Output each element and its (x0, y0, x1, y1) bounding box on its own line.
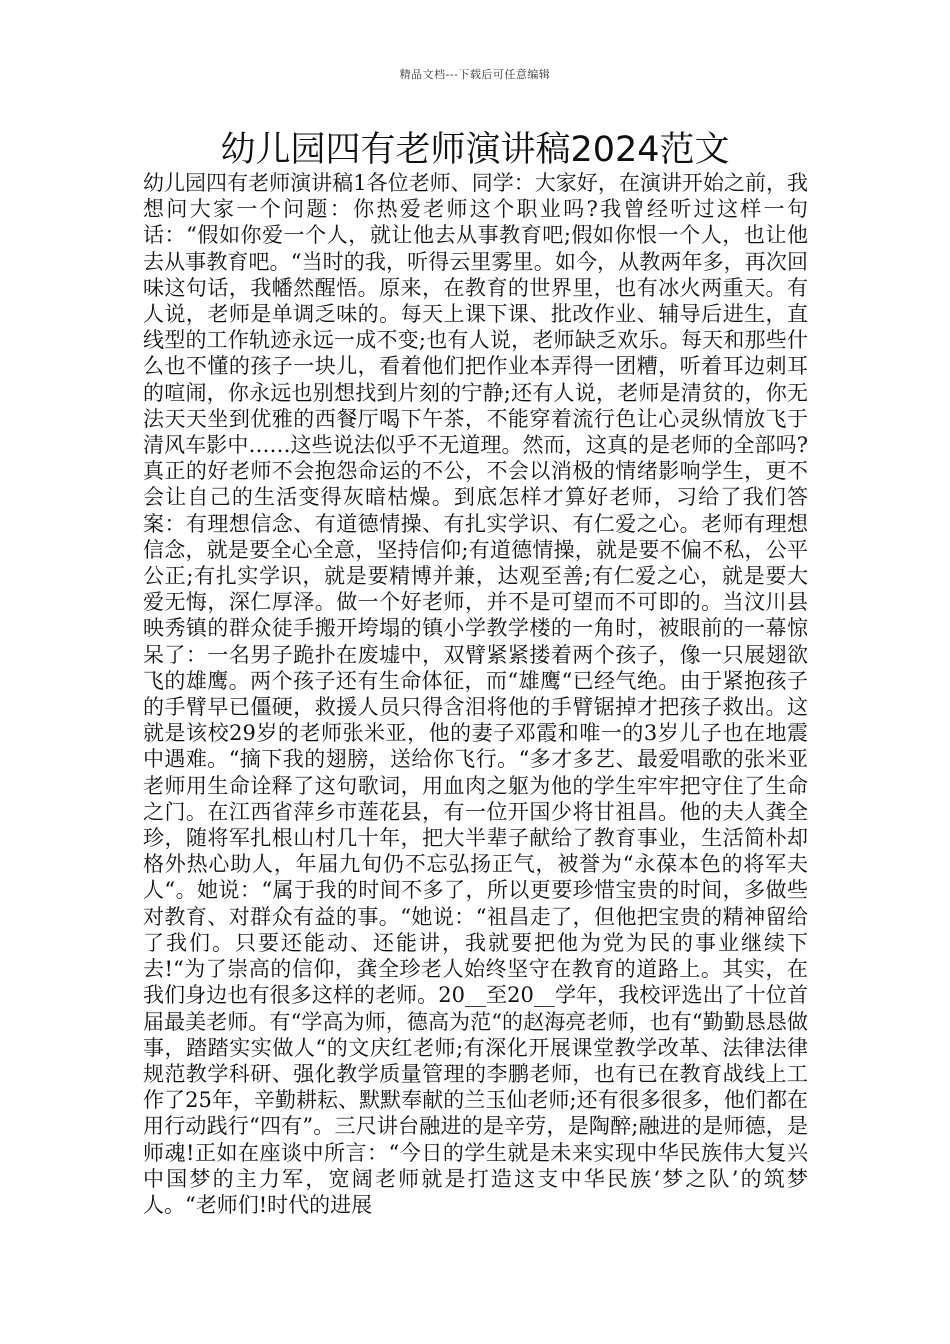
document-title: 幼儿园四有老师演讲稿2024范文 (220, 130, 730, 170)
document-body: 幼儿园四有老师演讲稿1各位老师、同学：大家好，在演讲开始之前，我想问大家一个问题：你热爱老师这个职业吗?我曾经听过这样一句话：“假如你爱一个人，就让他去从事教育吧;假如你恨一个人，也让他去从事教育吧。“当时的我，听得云里雾里。如今，从教两年多，再次回味这句话，我幡然醒悟。原来，在教育的世界里，也有冰火两重天。有人说，老师是单调乏味的。每天上课下课、批改作业、辅导后进生，直线型的工作轨迹永远一成不变;也有人说，老师缺乏欢乐。每天和那些什么也不懂的孩子一块儿，看着他们把作业本弄得一团糟，听着耳边刺耳的喧闹，你永远也别想找到片刻的宁静;还有人说，老师是清贫的，你无法天天坐到优雅的西餐厅喝下午茶，不能穿着流行色让心灵纵情放飞于清风车影中……这些说法似乎不无道理。然而，这真的是老师的全部吗?真正的好老师不会抱怨命运的不公，不会以消极的情绪影响学生，更不会让自己的生活变得灰暗枯燥。到底怎样才算好老师，习给了我们答案：有理想信念、有道德情操、有扎实学识、有仁爱之心。老师有理想信念，就是要全心全意，坚持信仰;有道德情操，就是要不偏不私，公平公正;有扎实学识，就是要精博并兼，达观至善;有仁爱之心，就是要大爱无悔，深仁厚泽。做一个好老师，并不是可望而不可即的。当汶川县映秀镇的群众徒手搬开垮塌的镇小学教学楼的一角时，被眼前的一幕惊呆了：一名男子跪扑在废墟中，双臂紧紧搂着两个孩子，像一只展翅欲飞的雄鹰。两个孩子还有生命体征，而“雄鹰“已经气绝。由于紧抱孩子的手臂早已僵硬，救援人员只得含泪将他的手臂锯掉才把孩子救出。这就是该校29岁的老师张米亚，他的妻子邓霞和唯一的3岁儿子也在地震中遇难。“摘下我的翅膀，送给你飞行。“多才多艺、最爱唱歌的张米亚老师用生命诠释了这句歌词，用血肉之躯为他的学生牢牢把守住了生命之门。在江西省萍乡市莲花县，有一位开国少将甘祖昌。他的夫人龚全珍，随将军扎根山村几十年，把大半辈子献给了教育事业，生活简朴却格外热心助人，年届九旬仍不忘弘扬正气，被誉为“永葆本色的将军夫人“。她说：“属于我的时间不多了，所以更要珍惜宝贵的时间，多做些对教育、对群众有益的事。“她说：“祖昌走了，但他把宝贵的精神留给了我们。只要还能动、还能讲，我就要把他为党为民的事业继续下去!“为了崇高的信仰，龚全珍老人始终坚守在教育的道路上。其实，在我们身边也有很多这样的老师。20__至20__学年，我校评选出了十位首届最美老师。有“学高为师，德高为范“的赵海亮老师，也有“勤勤恳恳做事，踏踏实实做人“的文庆红老师;有深化开展课堂教学改革、法律法律规范教学科研、强化教学质量管理的李鹏老师，也有已在教育战线上工作了25年，辛勤耕耘、默默奉献的兰玉仙老师;还有很多很多，他们都在用行动践行“四有”。三尺讲台融进的是辛劳，是陶醉;融进的是师德，是师魂!正如在座谈中所言：“今日的学生就是未来实现中华民族伟大复兴中国梦的主力军，宽阔老师就是打造这支中华民族‘梦之队’的筑梦人。“老师们!时代的进展 (143, 171, 808, 1217)
header-note: 精品文档---下载后可任意编辑 (399, 68, 551, 81)
